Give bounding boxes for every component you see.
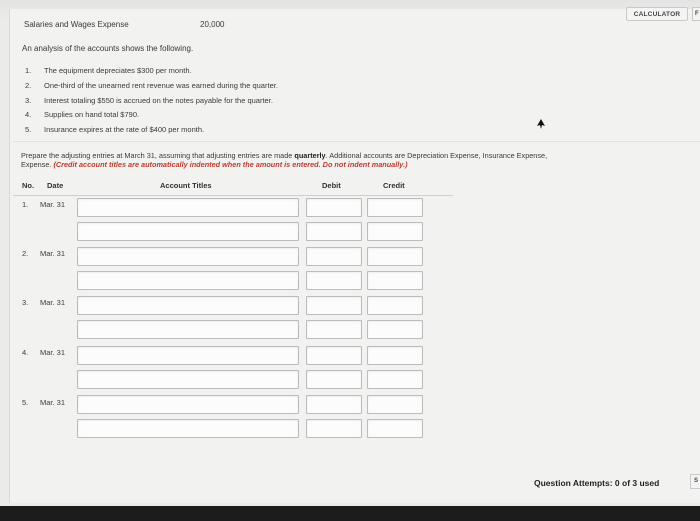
section-divider	[13, 141, 700, 142]
entry-number: 1.	[22, 200, 29, 209]
credit-input[interactable]	[367, 346, 423, 365]
indent-note: (Credit account titles are automatically indented when the amount is entered. Do not indent manually.)	[53, 160, 408, 169]
item-text: Insurance expires at the rate of $400 per month.	[44, 125, 205, 134]
analysis-heading: An analysis of the accounts shows the following.	[22, 44, 194, 53]
account-title-input[interactable]	[77, 419, 299, 438]
instructions-emphasis: quarterly	[294, 151, 326, 160]
account-title-input[interactable]	[77, 346, 299, 365]
debit-input[interactable]	[306, 271, 362, 290]
debit-input[interactable]	[306, 296, 362, 315]
item-number: 5.	[25, 125, 32, 134]
credit-input[interactable]	[367, 419, 423, 438]
item-number: 4.	[25, 110, 32, 119]
item-text: One-third of the unearned rent revenue was earned during the quarter.	[44, 81, 278, 90]
entry-date: Mar. 31	[40, 298, 66, 307]
account-title-input[interactable]	[77, 320, 299, 339]
account-title-input[interactable]	[77, 198, 299, 217]
instructions-text: Prepare the adjusting entries at March 31, assuming that adjusting entries are made	[21, 151, 295, 160]
entry-date: Mar. 31	[40, 398, 66, 407]
item-number: 3.	[25, 96, 32, 105]
debit-input[interactable]	[306, 346, 362, 365]
header-no: No.	[22, 181, 35, 190]
header-account-titles: Account Titles	[160, 181, 212, 190]
item-text: Supplies on hand total $790.	[44, 110, 140, 119]
account-title-input[interactable]	[77, 271, 299, 290]
credit-input[interactable]	[367, 271, 423, 290]
credit-input[interactable]	[367, 198, 423, 217]
item-number: 1.	[25, 66, 32, 75]
account-title-input[interactable]	[77, 247, 299, 266]
debit-input[interactable]	[306, 222, 362, 241]
debit-input[interactable]	[306, 419, 362, 438]
entry-date: Mar. 31	[40, 348, 66, 357]
credit-input[interactable]	[367, 320, 423, 339]
credit-input[interactable]	[367, 395, 423, 414]
entry-number: 3.	[22, 298, 29, 307]
header-date: Date	[47, 181, 64, 190]
credit-input[interactable]	[367, 370, 423, 389]
question-attempts: Question Attempts: 0 of 3 used	[534, 478, 660, 488]
debit-input[interactable]	[306, 320, 362, 339]
journal-table-header	[13, 176, 453, 196]
credit-input[interactable]	[367, 247, 423, 266]
entry-date: Mar. 31	[40, 200, 66, 209]
header-debit: Debit	[322, 181, 341, 190]
account-title-input[interactable]	[77, 222, 299, 241]
instructions-text-cont: . Additional accounts are Depreciation Expense, Insurance Expense,	[325, 151, 548, 160]
entry-number: 2.	[22, 249, 29, 258]
debit-input[interactable]	[306, 247, 362, 266]
instructions-text-line2: Expense.	[21, 160, 54, 169]
mouse-cursor-icon	[536, 118, 546, 130]
credit-input[interactable]	[367, 296, 423, 315]
debit-input[interactable]	[306, 395, 362, 414]
item-number: 2.	[25, 81, 32, 90]
side-button[interactable]: S	[690, 474, 700, 489]
debit-input[interactable]	[306, 370, 362, 389]
calculator-button[interactable]: CALCULATOR	[626, 7, 688, 21]
instructions	[21, 151, 700, 169]
credit-input[interactable]	[367, 222, 423, 241]
account-title-input[interactable]	[77, 370, 299, 389]
account-title-input[interactable]	[77, 296, 299, 315]
item-text: Interest totaling $550 is accrued on the notes payable for the quarter.	[44, 96, 273, 105]
entry-number: 4.	[22, 348, 29, 357]
account-title-input[interactable]	[77, 395, 299, 414]
account-label: Salaries and Wages Expense	[24, 20, 129, 29]
account-amount: 20,000	[200, 20, 225, 29]
entry-date: Mar. 31	[40, 249, 66, 258]
entry-number: 5.	[22, 398, 29, 407]
debit-input[interactable]	[306, 198, 362, 217]
bottom-bar	[0, 506, 700, 521]
next-tab-button[interactable]: F	[692, 7, 700, 21]
item-text: The equipment depreciates $300 per month.	[44, 66, 192, 75]
header-credit: Credit	[383, 181, 405, 190]
